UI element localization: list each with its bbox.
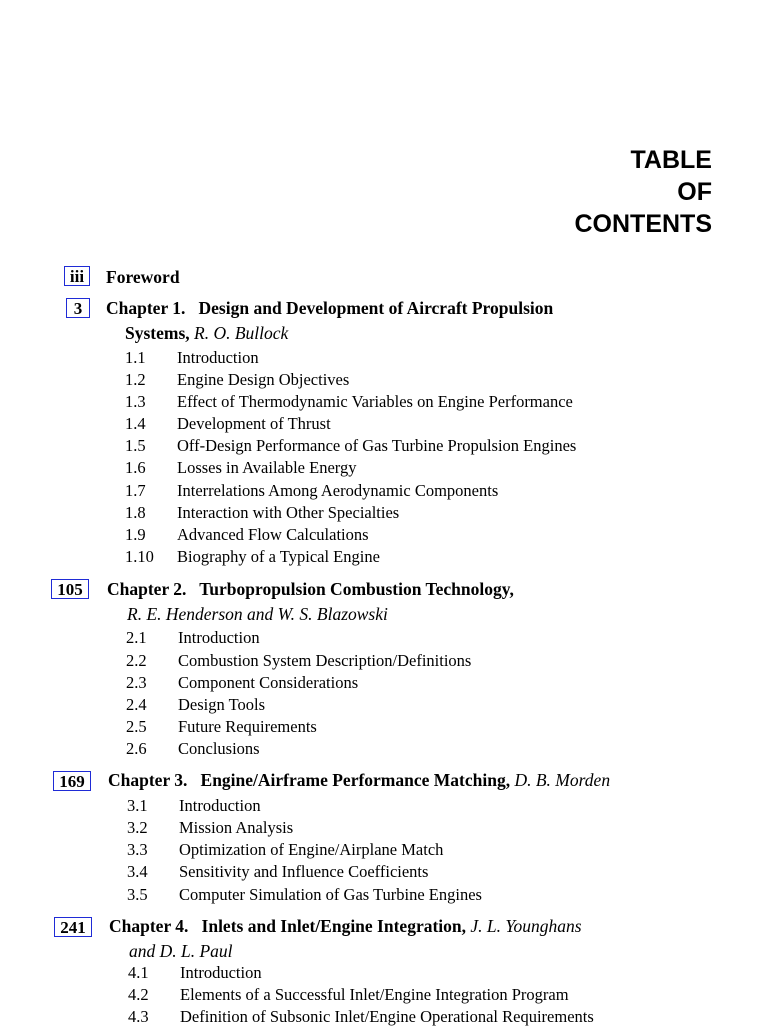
title-line: OF xyxy=(677,178,712,206)
section-number: 3.4 xyxy=(127,862,148,881)
section-number: 3.2 xyxy=(127,818,148,837)
section-number: 1.6 xyxy=(125,458,146,477)
section-title: Introduction xyxy=(180,963,262,982)
section-row xyxy=(125,413,331,435)
chapter-label: Chapter 2. xyxy=(107,579,187,599)
section-title: Introduction xyxy=(177,348,259,367)
section-title: Interaction with Other Specialties xyxy=(177,503,400,522)
title-line: TABLE xyxy=(630,146,712,174)
section-row xyxy=(128,984,569,1006)
page-link-chapter-3[interactable]: 169 xyxy=(53,771,91,791)
section-row xyxy=(125,347,259,369)
section-title: Introduction xyxy=(179,796,261,815)
section-number: 4.1 xyxy=(128,963,149,982)
section-number: 2.2 xyxy=(126,651,147,670)
section-title: Design Tools xyxy=(178,695,266,714)
section-row xyxy=(126,627,260,649)
section-number: 3.3 xyxy=(127,840,148,859)
section-row xyxy=(126,716,317,738)
section-row xyxy=(127,795,261,817)
section-number: 1.3 xyxy=(125,392,146,411)
section-number: 4.3 xyxy=(128,1007,149,1026)
section-title: Engine Design Objectives xyxy=(177,370,350,389)
chapter-3-heading xyxy=(108,769,610,791)
section-number: 2.1 xyxy=(126,628,147,647)
chapter-label: Chapter 1. xyxy=(106,298,186,318)
section-title: Combustion System Description/Definitions xyxy=(178,651,472,670)
section-number: 2.6 xyxy=(126,739,147,758)
chapter-author: and D. L. Paul xyxy=(129,941,233,961)
section-title: Optimization of Engine/Airplane Match xyxy=(179,840,444,859)
section-row xyxy=(128,962,262,984)
section-title: Advanced Flow Calculations xyxy=(177,525,369,544)
page-link-chapter-1[interactable]: 3 xyxy=(66,298,90,318)
section-row xyxy=(125,369,349,391)
chapter-author: D. B. Morden xyxy=(514,770,611,790)
section-number: 1.7 xyxy=(125,481,146,500)
section-row xyxy=(126,650,471,672)
chapter-4-heading-cont xyxy=(129,940,233,962)
section-number: 2.3 xyxy=(126,673,147,692)
section-row xyxy=(127,861,428,883)
section-row xyxy=(125,457,356,479)
section-row xyxy=(128,1006,594,1028)
section-number: 1.4 xyxy=(125,414,146,433)
page-link-chapter-2[interactable]: 105 xyxy=(51,579,89,599)
section-row xyxy=(127,884,482,906)
chapter-2-heading-cont xyxy=(127,603,388,625)
section-title: Elements of a Successful Inlet/Engine Integration Program xyxy=(180,985,569,1004)
section-number: 1.5 xyxy=(125,436,146,455)
section-title: Future Requirements xyxy=(178,717,317,736)
chapter-title: Engine/Airframe Performance Matching, xyxy=(200,770,511,790)
chapter-2-heading xyxy=(107,578,514,600)
section-title: Development of Thrust xyxy=(177,414,331,433)
section-title: Losses in Available Energy xyxy=(177,458,357,477)
section-title: Introduction xyxy=(178,628,260,647)
chapter-1-heading-cont xyxy=(125,322,288,344)
section-title: Conclusions xyxy=(178,739,260,758)
chapter-1-heading xyxy=(106,297,553,319)
section-title: Computer Simulation of Gas Turbine Engines xyxy=(179,885,482,904)
section-number: 3.5 xyxy=(127,885,148,904)
chapter-author: R. E. Henderson and W. S. Blazowski xyxy=(127,604,388,624)
section-row xyxy=(125,480,498,502)
section-row xyxy=(126,672,358,694)
section-row xyxy=(125,524,369,546)
chapter-title: Systems, xyxy=(125,323,190,343)
section-number: 1.10 xyxy=(125,547,154,566)
chapter-title: Inlets and Inlet/Engine Integration, xyxy=(201,916,467,936)
section-number: 3.1 xyxy=(127,796,148,815)
chapter-author: R. O. Bullock xyxy=(194,323,289,343)
section-title: Off-Design Performance of Gas Turbine Propulsion Engines xyxy=(177,436,577,455)
section-number: 1.8 xyxy=(125,503,146,522)
page-link-chapter-4[interactable]: 241 xyxy=(54,917,92,937)
section-title: Biography of a Typical Engine xyxy=(177,547,380,566)
section-title: Sensitivity and Influence Coefficients xyxy=(179,862,429,881)
chapter-title: Design and Development of Aircraft Propulsion xyxy=(198,298,554,318)
foreword-label: Foreword xyxy=(106,267,180,287)
section-title: Interrelations Among Aerodynamic Components xyxy=(177,481,499,500)
section-row xyxy=(127,839,443,861)
section-row xyxy=(125,546,380,568)
section-row xyxy=(125,502,399,524)
chapter-label: Chapter 4. xyxy=(109,916,189,936)
section-row xyxy=(126,694,265,716)
section-row xyxy=(125,435,576,457)
section-title: Component Considerations xyxy=(178,673,359,692)
chapter-4-heading xyxy=(109,915,582,937)
chapter-title: Turbopropulsion Combustion Technology, xyxy=(199,579,514,599)
chapter-author: J. L. Younghans xyxy=(470,916,582,936)
section-title: Mission Analysis xyxy=(179,818,294,837)
section-row xyxy=(127,817,293,839)
section-title: Definition of Subsonic Inlet/Engine Operational Requirements xyxy=(180,1007,594,1026)
section-number: 1.1 xyxy=(125,348,146,367)
section-number: 2.5 xyxy=(126,717,147,736)
section-number: 1.9 xyxy=(125,525,146,544)
page-title xyxy=(575,144,713,240)
section-number: 2.4 xyxy=(126,695,147,714)
section-title: Effect of Thermodynamic Variables on Engine Performance xyxy=(177,392,573,411)
section-number: 1.2 xyxy=(125,370,146,389)
page-link-foreword[interactable]: iii xyxy=(64,266,90,286)
section-row xyxy=(126,738,260,760)
title-line: CONTENTS xyxy=(574,210,712,238)
chapter-label: Chapter 3. xyxy=(108,770,188,790)
section-row xyxy=(125,391,573,413)
section-number: 4.2 xyxy=(128,985,149,1004)
